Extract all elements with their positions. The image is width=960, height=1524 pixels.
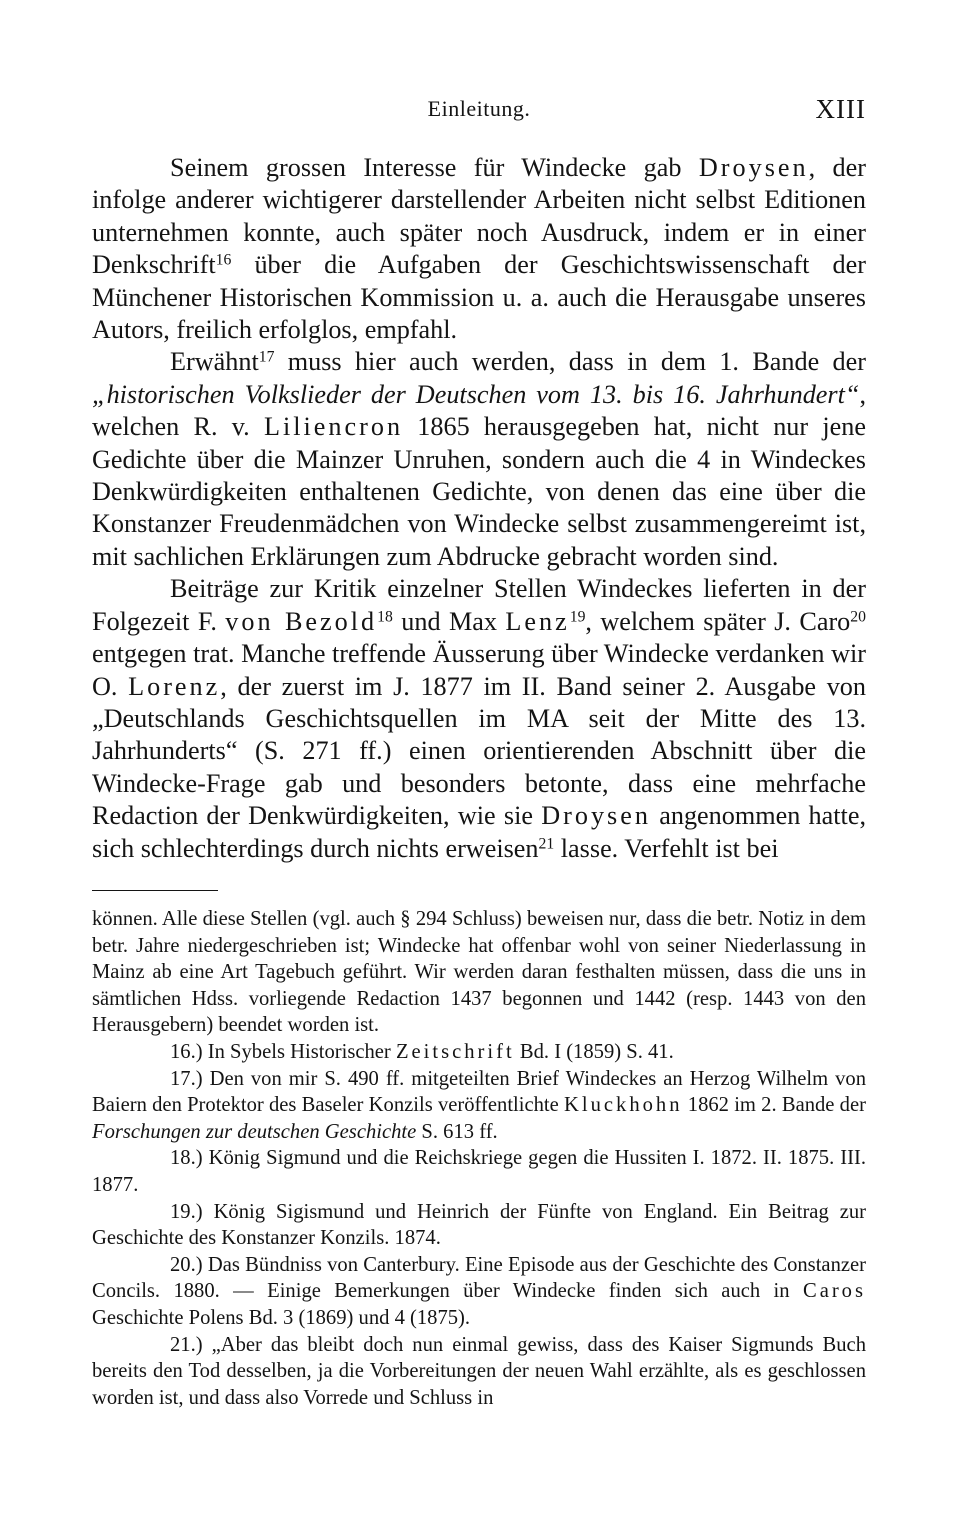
author-name: Droysen xyxy=(541,801,651,831)
author-name: Lenz xyxy=(505,606,570,636)
page-header xyxy=(92,96,866,130)
footnote-ref: 18 xyxy=(377,608,393,626)
paragraph-liliencron: Erwähnt$^{17}$ muss hier auch werden, dass in dem 1. Bande der „historischen Volkslieder der Deutschen vom 13. bis 16. Jahrhundert“, welchen R. v. Liliencron 1865 herausgegeben hat, nicht nur jene Gedichte über die Mainzer Unruhen, sondern auch die 4 in Windeckes Denkwürdigkeiten enthaltenen Gedichte, von denen das eine über die Konstanzer Freudenmädchen von Windecke selbst zusammengereimt ist, mit sachlichen Erklärungen zum Abdrucke gebracht worden sind. xyxy=(92,347,866,571)
author-name: Lorenz xyxy=(128,671,221,701)
footnote-ref: 17 xyxy=(258,348,275,366)
footnote-ref: 20 xyxy=(850,608,866,626)
footnote-19: 19.) König Sigismund und Heinrich der Fünfte von England. Ein Beitrag zur Geschichte des Konstanzer Konzils. 1874. xyxy=(92,1200,866,1250)
footnote-ref: 21 xyxy=(538,834,555,852)
author-name: Droysen xyxy=(698,153,809,182)
author-name: Liliencron xyxy=(263,412,404,442)
page-number: XIII xyxy=(815,94,866,124)
footnote-ref: 16 xyxy=(215,251,232,269)
footnotes xyxy=(92,906,866,1411)
author-name: Caro xyxy=(799,606,851,636)
main-text xyxy=(92,152,866,865)
book-title: „historischen Volkslieder der Deutschen vom 13. bis 16. Jahrhundert“ xyxy=(92,379,860,409)
paragraph-droysen: Seinem grossen Interesse für Windecke gab Droysen, der infolge anderer wichtigerer darstellender Arbeiten nicht selbst Editionen unternehmen konnte, auch später noch Ausdruck, indem er in einer Denkschrift$^{16}$ über die Aufgaben der Geschichtswissenschaft der Münchener Historischen Kommission u. a. auch die Herausgabe unseres Autors, freilich erfolglos, empfahl. xyxy=(92,153,866,345)
footnote-16: 16.) In Sybels Historischer Zeitschrift Bd. I (1859) S. 41. xyxy=(170,1040,674,1063)
author-name: von Bezold xyxy=(225,606,378,636)
footnote-rule xyxy=(92,890,218,891)
footnote-ref: 19 xyxy=(569,608,586,626)
running-title: Einleitung. xyxy=(427,96,531,121)
footnote-18: 18.) König Sigmund und die Reichskriege gegen die Hussiten I. 1872. II. 1875. III. 1877. xyxy=(92,1147,866,1196)
footnote-continuation: können. Alle diese Stellen (vgl. auch § 294 Schluss) beweisen nur, dass die betr. Notiz in dem betr. Jahre niedergeschrieben ist; Windecke hat offenbar wohl von seiner Niederlassung in Mainz ab eine Art Tagebuch geführt. Wir werden daran festhalten müssen, dass die uns in sämtlichen Hdss. vorliegende Redaction 1437 begonnen und 1442 (resp. 1443 von den Herausgebern) beendet worden ist. xyxy=(92,908,866,1037)
footnote-20: 20.) Das Bündniss von Canterbury. Eine Episode aus der Geschichte des Constanzer Concils. 1880. — Einige Bemerkungen über Windecke finden sich auch in Caros Geschichte Polens Bd. 3 (1869) und 4 (1875). xyxy=(92,1253,866,1329)
paragraph-criticism: Beiträge zur Kritik einzelner Stellen Windeckes lieferten in der Folgezeit F. von Bezold$^{18}$ und Max Lenz$^{19}$, welchem später J. Caro$^{20}$ entgegen trat. Manche treffende Äusserung über Windecke verdanken wir O. Lorenz, der zuerst im J. 1877 im II. Band seiner 2. Ausgabe von „Deutschlands Geschichtsquellen im MA seit der Mitte des 13. Jahrhunderts“ (S. 271 ff.) einen orientierenden Abschnitt über die Windecke-Frage gab und besonders betonte, dass eine mehrfache Redaction der Denkwürdigkeiten, wie sie Droysen angenommen hatte, sich schlechterdings durch nichts erweisen$^{21}$ lasse. Verfehlt ist bei xyxy=(92,574,866,863)
footnote-17: 17.) Den von mir S. 490 ff. mitgeteilten Brief Windeckes an Herzog Wilhelm von Baiern den Protektor des Baseler Konzils veröffentlichte Kluckhohn 1862 im 2. Bande der Forschungen zur deutschen Geschichte S. 613 ff. xyxy=(92,1067,866,1143)
footnote-21: 21.) „Aber das bleibt doch nun einmal gewiss, dass des Kaiser Sigmunds Buch bereits den Tod desselben, ja die Vorbereitungen der neuen Wahl erzählte, als es geschlossen worden ist, und dass also Vorrede und Schluss in xyxy=(92,1333,866,1409)
